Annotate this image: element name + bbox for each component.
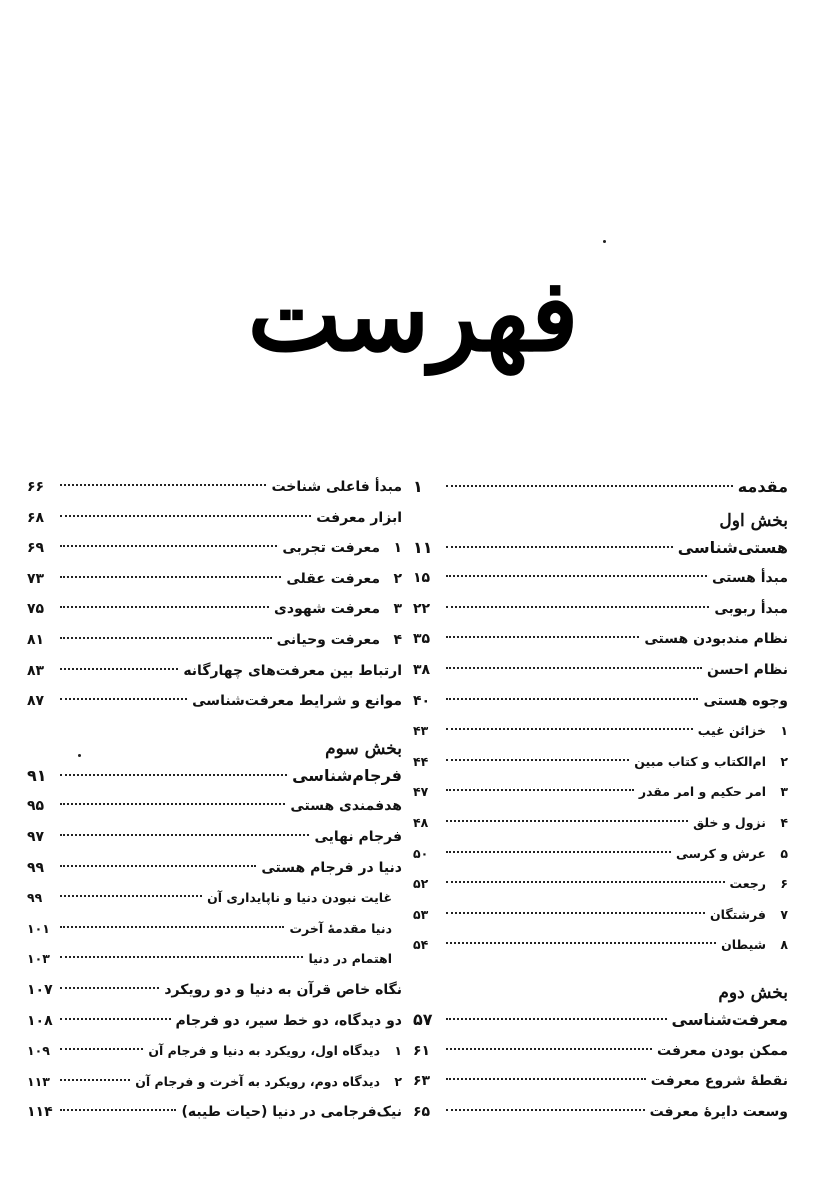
page-number: ۱۰۹ — [27, 1043, 50, 1059]
toc-entry[interactable] — [27, 656, 402, 687]
entry-label: هدفمندی هستی — [290, 798, 402, 815]
toc-entry[interactable] — [413, 930, 788, 961]
entry-number: ۵ — [780, 845, 788, 861]
dot-leader — [60, 698, 187, 700]
toc-entry[interactable] — [27, 1097, 402, 1128]
toc-entry[interactable] — [413, 839, 788, 870]
dot-leader — [446, 851, 671, 853]
page-number: ۷۵ — [27, 601, 45, 618]
entry-label: نظام احسن — [706, 661, 788, 678]
entry-number: ۶ — [780, 876, 788, 892]
dot-leader — [446, 789, 634, 791]
page-number: ۵۴ — [413, 937, 429, 953]
entry-label: اهتمام در دنیا — [308, 951, 392, 967]
dot-leader — [446, 1109, 645, 1111]
page-number: ۵۳ — [413, 906, 429, 922]
entry-number: ۲ — [393, 570, 402, 587]
page-number: ۱۰۱ — [27, 920, 50, 936]
page-number: ۴۷ — [413, 784, 429, 800]
entry-label: وجوه هستی — [703, 692, 788, 709]
entry-number: ۱ — [393, 540, 402, 557]
entry-label: مبدأ ربوبی — [714, 600, 788, 617]
section-gap — [27, 717, 402, 731]
entry-label: هستی‌شناسی — [677, 537, 788, 557]
dot-leader — [60, 987, 159, 989]
toc-entry[interactable] — [27, 1067, 402, 1098]
page-number: ۸۳ — [27, 662, 45, 679]
toc-entry[interactable] — [413, 900, 788, 931]
entry-label: معرفت وحیانی — [276, 631, 380, 648]
toc-entry[interactable] — [413, 1097, 788, 1128]
dot-leader — [60, 834, 309, 836]
page-number: ۹۹ — [27, 890, 43, 906]
page-number: ۵۲ — [413, 876, 429, 892]
entry-label: نگاه خاص قرآن به دنیا و دو رویکرد — [164, 981, 402, 998]
dot-leader — [60, 926, 284, 928]
dot-leader — [60, 803, 285, 805]
entry-number: ۴ — [393, 631, 402, 648]
entry-label: فرشتگان — [710, 906, 766, 922]
page-number: ۳۵ — [413, 631, 431, 648]
page-number: ۱۵ — [413, 570, 431, 587]
entry-label: امر حکیم و امر مقدر — [638, 784, 766, 800]
toc-entry[interactable] — [27, 822, 402, 853]
entry-label: دنیا در فرجام هستی — [261, 859, 402, 876]
entry-label: دنیا مقدمهٔ آخرت — [289, 920, 392, 936]
dot-leader — [446, 1048, 652, 1050]
page-number: ۵۷ — [413, 1009, 433, 1029]
toc-left-column — [27, 472, 402, 1128]
dot-leader — [446, 636, 639, 638]
entry-label: معرفت‌شناسی — [671, 1009, 788, 1029]
entry-label: دو دیدگاه، دو خط سیر، دو فرجام — [175, 1012, 402, 1029]
speck-mark — [603, 240, 606, 243]
dot-leader — [60, 576, 281, 578]
toc-entry[interactable] — [413, 1036, 788, 1067]
toc-entry[interactable] — [27, 883, 402, 914]
toc-entry[interactable] — [413, 472, 788, 503]
entry-label: نظام مندبودن هستی — [644, 631, 788, 648]
dot-leader — [446, 485, 733, 487]
section-gap — [413, 961, 788, 975]
entry-label: دیدگاه اول، رویکرد به دنیا و فرجام آن — [148, 1043, 380, 1059]
entry-label: معرفت تجربی — [282, 540, 380, 557]
page-number: ۱ — [413, 477, 423, 496]
toc-entry[interactable] — [413, 1005, 788, 1036]
dot-leader — [446, 667, 702, 669]
dot-leader — [60, 668, 178, 670]
page-number: ۸۱ — [27, 631, 45, 648]
dot-leader — [446, 728, 693, 730]
entry-label: عرش و کرسی — [675, 845, 766, 861]
dot-leader — [60, 545, 277, 547]
page-number: ۶۵ — [413, 1103, 431, 1120]
page-number: ۶۱ — [413, 1042, 431, 1059]
toc-entry[interactable] — [413, 777, 788, 808]
entry-number: ۲ — [780, 753, 788, 769]
page-number: ۱۱۴ — [27, 1104, 53, 1121]
toc-entry[interactable] — [27, 791, 402, 822]
entry-label: خزائن غیب — [697, 723, 766, 739]
dot-leader — [446, 881, 725, 883]
entry-label: فرجام نهایی — [314, 828, 402, 845]
toc-entry[interactable] — [413, 808, 788, 839]
dot-leader — [60, 515, 311, 517]
entry-label: ابزار معرفت — [316, 509, 402, 526]
page-number: ۵۰ — [413, 845, 429, 861]
entry-label: دیدگاه دوم، رویکرد به آخرت و فرجام آن — [135, 1073, 380, 1089]
toc-entry[interactable] — [413, 624, 788, 655]
page-number: ۴۸ — [413, 814, 429, 830]
page-number: ۱۰۷ — [27, 981, 53, 998]
toc-entry[interactable] — [27, 944, 402, 975]
page-number: ۹۹ — [27, 859, 45, 876]
dot-leader — [60, 1048, 143, 1050]
toc-entry[interactable] — [413, 533, 788, 564]
dot-leader — [60, 1018, 171, 1020]
toc-entry[interactable] — [27, 914, 402, 945]
page-number: ۴۳ — [413, 723, 429, 739]
page-number: ۱۱ — [413, 537, 433, 557]
dot-leader — [446, 820, 688, 822]
dot-leader — [446, 575, 707, 577]
entry-number: ۳ — [780, 784, 788, 800]
page-number: ۶۶ — [27, 479, 45, 495]
dot-leader — [446, 942, 716, 944]
dot-leader — [60, 484, 266, 486]
toc-entry[interactable] — [27, 761, 402, 792]
dot-leader — [60, 956, 303, 958]
toc-entry[interactable] — [413, 655, 788, 686]
page-number: ۲۲ — [413, 600, 431, 617]
entry-label: نزول و خلق — [693, 814, 766, 830]
section-heading: بخش اول — [719, 510, 788, 531]
page-number: ۹۵ — [27, 798, 45, 815]
dot-leader — [446, 912, 705, 914]
toc-entry[interactable] — [27, 594, 402, 625]
dot-leader — [60, 1079, 130, 1081]
entry-number: ۱ — [780, 723, 788, 739]
toc-entry[interactable] — [27, 564, 402, 595]
entry-label: مبدأ هستی — [712, 570, 788, 587]
entry-label: معرفت عقلی — [286, 570, 380, 587]
dot-leader — [60, 637, 272, 639]
entry-label: ممکن بودن معرفت — [657, 1042, 788, 1059]
entry-label: رجعت — [729, 876, 766, 892]
page-number: ۷۳ — [27, 570, 45, 587]
section-heading: بخش دوم — [718, 982, 788, 1003]
dot-leader — [60, 606, 269, 608]
toc-entry[interactable] — [27, 975, 402, 1006]
speck-mark — [78, 754, 81, 757]
entry-label: ام‌الکتاب و کتاب مبین — [634, 753, 766, 769]
entry-number: ۷ — [780, 906, 788, 922]
toc-entry[interactable] — [27, 503, 402, 534]
toc-entry[interactable] — [27, 1036, 402, 1067]
page-number: ۹۷ — [27, 828, 45, 845]
toc-entry[interactable] — [413, 686, 788, 717]
toc-entry[interactable] — [27, 853, 402, 884]
dot-leader — [446, 546, 673, 548]
entry-label: مبدأ فاعلی شناخت — [271, 479, 402, 495]
toc-entry[interactable] — [413, 594, 788, 625]
entry-label: مقدمه — [737, 477, 788, 496]
entry-label: معرفت شهودی — [274, 601, 380, 618]
entry-label: شیطان — [721, 937, 766, 953]
page-number: ۱۰۳ — [27, 951, 50, 967]
toc-entry[interactable] — [27, 686, 402, 717]
toc-right-column — [413, 472, 788, 1127]
entry-label: ارتباط بین معرفت‌های چهارگانه — [183, 662, 402, 679]
entry-label: موانع و شرایط معرفت‌شناسی — [192, 693, 402, 710]
entry-label: غایت نبودن دنیا و ناپایداری آن — [207, 890, 392, 906]
page-number: ۴۰ — [413, 692, 431, 709]
toc-entry[interactable] — [413, 747, 788, 778]
dot-leader — [60, 1109, 176, 1111]
toc-entry[interactable] — [413, 716, 788, 747]
entry-label: نقطهٔ شروع معرفت — [650, 1073, 788, 1090]
page-number: ۶۸ — [27, 509, 45, 526]
page-number: ۱۱۳ — [27, 1073, 50, 1089]
page-number: ۴۴ — [413, 753, 429, 769]
dot-leader — [60, 865, 256, 867]
toc-entry[interactable] — [27, 1006, 402, 1037]
dot-leader — [446, 1078, 646, 1080]
toc-entry[interactable] — [413, 563, 788, 594]
dot-leader — [60, 895, 202, 897]
page-number: ۹۱ — [27, 765, 47, 785]
section-heading: بخش سوم — [325, 738, 402, 759]
entry-number: ۲ — [394, 1073, 402, 1089]
toc-entry[interactable] — [27, 625, 402, 656]
page-number: ۳۸ — [413, 661, 431, 678]
entry-label: نیک‌فرجامی در دنیا (حیات طیبه) — [181, 1104, 402, 1121]
toc-entry[interactable] — [413, 1066, 788, 1097]
entry-number: ۴ — [780, 814, 788, 830]
dot-leader — [446, 1018, 667, 1020]
toc-entry[interactable] — [413, 869, 788, 900]
dot-leader — [446, 698, 698, 700]
toc-entry[interactable] — [27, 533, 402, 564]
entry-number: ۱ — [394, 1043, 402, 1059]
dot-leader — [446, 759, 629, 761]
dot-leader — [60, 774, 287, 776]
dot-leader — [446, 606, 709, 608]
page-number: ۶۹ — [27, 540, 45, 557]
entry-label: فرجام‌شناسی — [292, 765, 402, 785]
page-number: ۶۳ — [413, 1073, 431, 1090]
toc-entry[interactable] — [27, 472, 402, 503]
entry-number: ۸ — [780, 937, 788, 953]
page-number: ۱۰۸ — [27, 1012, 53, 1029]
page-title: فهرست — [247, 256, 579, 374]
entry-number: ۳ — [393, 601, 402, 618]
entry-label: وسعت دایرهٔ معرفت — [649, 1103, 788, 1120]
page-number: ۸۷ — [27, 693, 45, 710]
